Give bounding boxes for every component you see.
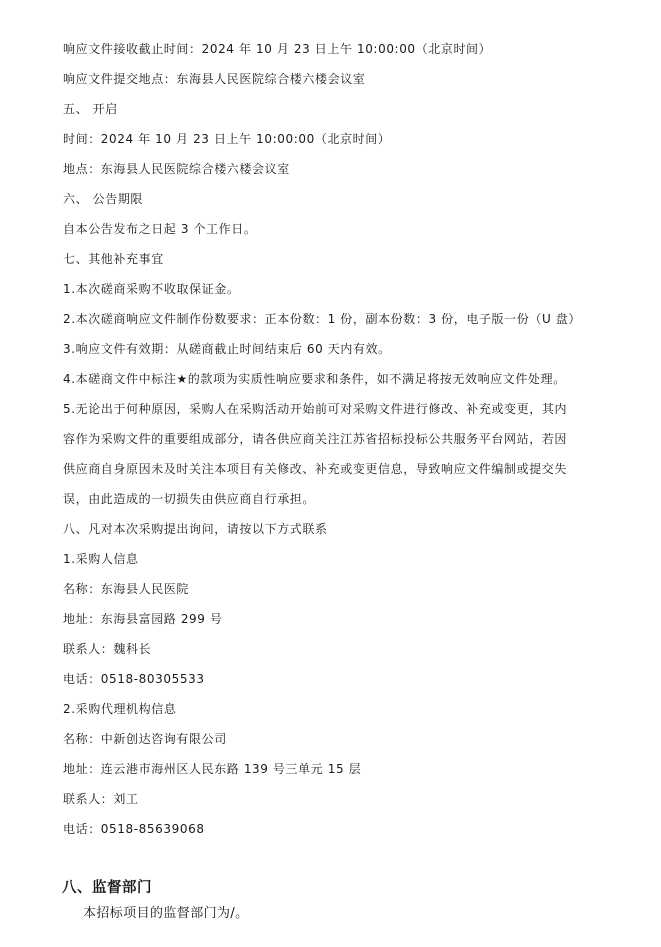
supplement-item-5-line-2: 容作为采购文件的重要组成部分，请各供应商关注江苏省招标投标公共服务平台网站，若因	[63, 432, 568, 446]
purchaser-contact: 联系人：魏科长	[63, 642, 152, 656]
agency-phone: 电话：0518-85639068	[63, 822, 205, 836]
notice-period-line: 自本公告发布之日起 3 个工作日。	[63, 222, 257, 236]
supervision-section-text: 本招标项目的监督部门为/。	[83, 906, 249, 921]
section-six-heading: 六、 公告期限	[63, 192, 144, 206]
agency-address: 地址：连云港市海州区人民东路 139 号三单元 15 层	[63, 762, 362, 776]
supplement-item-4: 4.本磋商文件中标注★的款项为实质性响应要求和条件，如不满足将按无效响应文件处理。	[63, 372, 566, 386]
agency-contact: 联系人：刘工	[63, 792, 139, 806]
agency-info-heading: 2.采购代理机构信息	[63, 702, 177, 716]
section-eight-contact-heading: 八、凡对本次采购提出询问，请按以下方式联系	[63, 522, 328, 536]
purchaser-name: 名称：东海县人民医院	[63, 582, 190, 596]
section-seven-heading: 七、其他补充事宜	[63, 252, 164, 266]
supervision-section-heading: 八、监督部门	[62, 880, 152, 896]
supplement-item-5-line-1: 5.无论出于何种原因，采购人在采购活动开始前可对采购文件进行修改、补充或变更，其内	[63, 402, 568, 416]
response-deadline-line: 响应文件接收截止时间：2024 年 10 月 23 日上午 10:00:00（北京时间）	[63, 42, 492, 56]
section-five-heading: 五、 开启	[63, 102, 118, 116]
opening-time-line: 时间：2024 年 10 月 23 日上午 10:00:00（北京时间）	[63, 132, 391, 146]
supplement-item-5-line-3: 供应商自身原因未及时关注本项目有关修改、补充或变更信息，导致响应文件编制或提交失	[63, 462, 568, 476]
agency-name: 名称：中新创达咨询有限公司	[63, 732, 227, 746]
supplement-item-1: 1.本次磋商采购不收取保证金。	[63, 282, 240, 296]
supplement-item-2: 2.本次磋商响应文件制作份数要求：正本份数：1 份，副本份数：3 份，电子版一份（U 盘）	[63, 312, 581, 326]
purchaser-phone: 电话：0518-80305533	[63, 672, 205, 686]
purchaser-info-heading: 1.采购人信息	[63, 552, 139, 566]
response-submit-location-line: 响应文件提交地点：东海县人民医院综合楼六楼会议室	[63, 72, 366, 86]
purchaser-address: 地址：东海县富园路 299 号	[63, 612, 223, 626]
opening-location-line: 地点：东海县人民医院综合楼六楼会议室	[63, 162, 290, 176]
supplement-item-5-line-4: 误，由此造成的一切损失由供应商自行承担。	[63, 492, 316, 506]
supplement-item-3: 3.响应文件有效期：从磋商截止时间结束后 60 天内有效。	[63, 342, 391, 356]
